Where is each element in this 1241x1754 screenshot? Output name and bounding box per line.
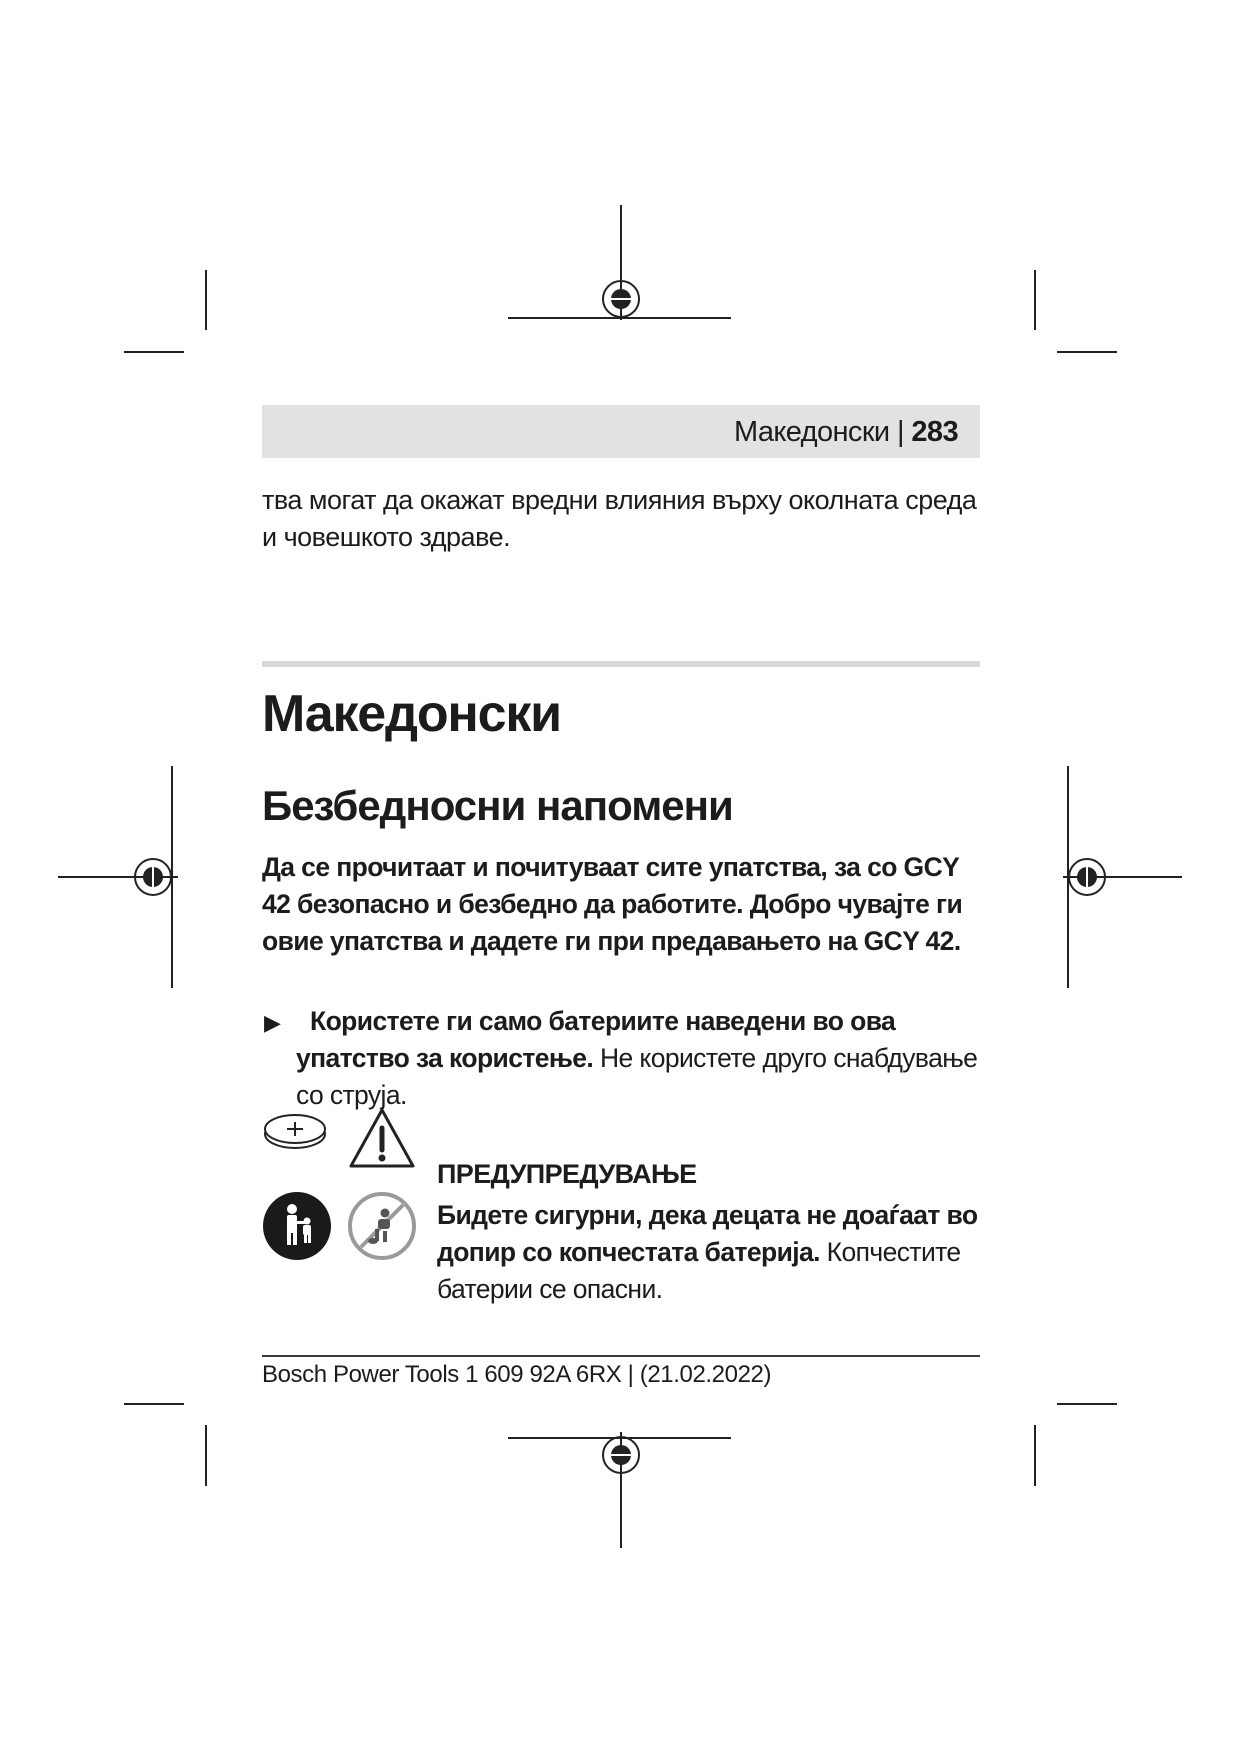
lead-paragraph: Да се прочитаат и почитуваат сите упатства, за со GCY 42 безопасно и безбедно да работите. Добро чувајте ги овие упатства и дадете ги при предавањето на GCY 42. — [262, 852, 963, 956]
warning-normal-text: Копчестите батерии се опасни. — [437, 1237, 961, 1304]
header-section-label: Македонски — [733, 416, 890, 448]
no-child-access-icon — [347, 1191, 417, 1261]
warning-triangle-icon — [347, 1106, 417, 1170]
section-divider — [262, 661, 980, 667]
bullet-item — [296, 1003, 996, 1114]
header-separator: | — [897, 416, 904, 448]
page-number: 283 — [911, 416, 958, 448]
intro-text: тва могат да окажат вредни влияния върху околната среда и човешкото здраве. — [262, 485, 977, 552]
page-title: Македонски — [262, 685, 561, 743]
child-safety-icon — [262, 1191, 332, 1261]
footer-text: Bosch Power Tools 1 609 92A 6RX | (21.02.2022) — [262, 1361, 772, 1388]
page-header — [262, 405, 980, 458]
section-heading: Безбедносни напомени — [262, 782, 733, 829]
bullet-bold-text: Користете ги само батериите наведени во ова упатство за користење. — [296, 1006, 896, 1073]
bullet-arrow-icon: ▶ — [264, 1010, 281, 1035]
warning-text — [437, 1197, 997, 1308]
bullet-normal-text: Не користете друго снабдување со струја. — [296, 1043, 978, 1110]
button-cell-battery-icon — [262, 1112, 328, 1152]
warning-title: ПРЕДУПРЕДУВАЊЕ — [437, 1159, 697, 1189]
footer-divider — [262, 1355, 980, 1357]
warning-bold-text: Бидете сигурни, дека децата не доаѓаат во допир со копчестата батерија. — [437, 1200, 978, 1267]
